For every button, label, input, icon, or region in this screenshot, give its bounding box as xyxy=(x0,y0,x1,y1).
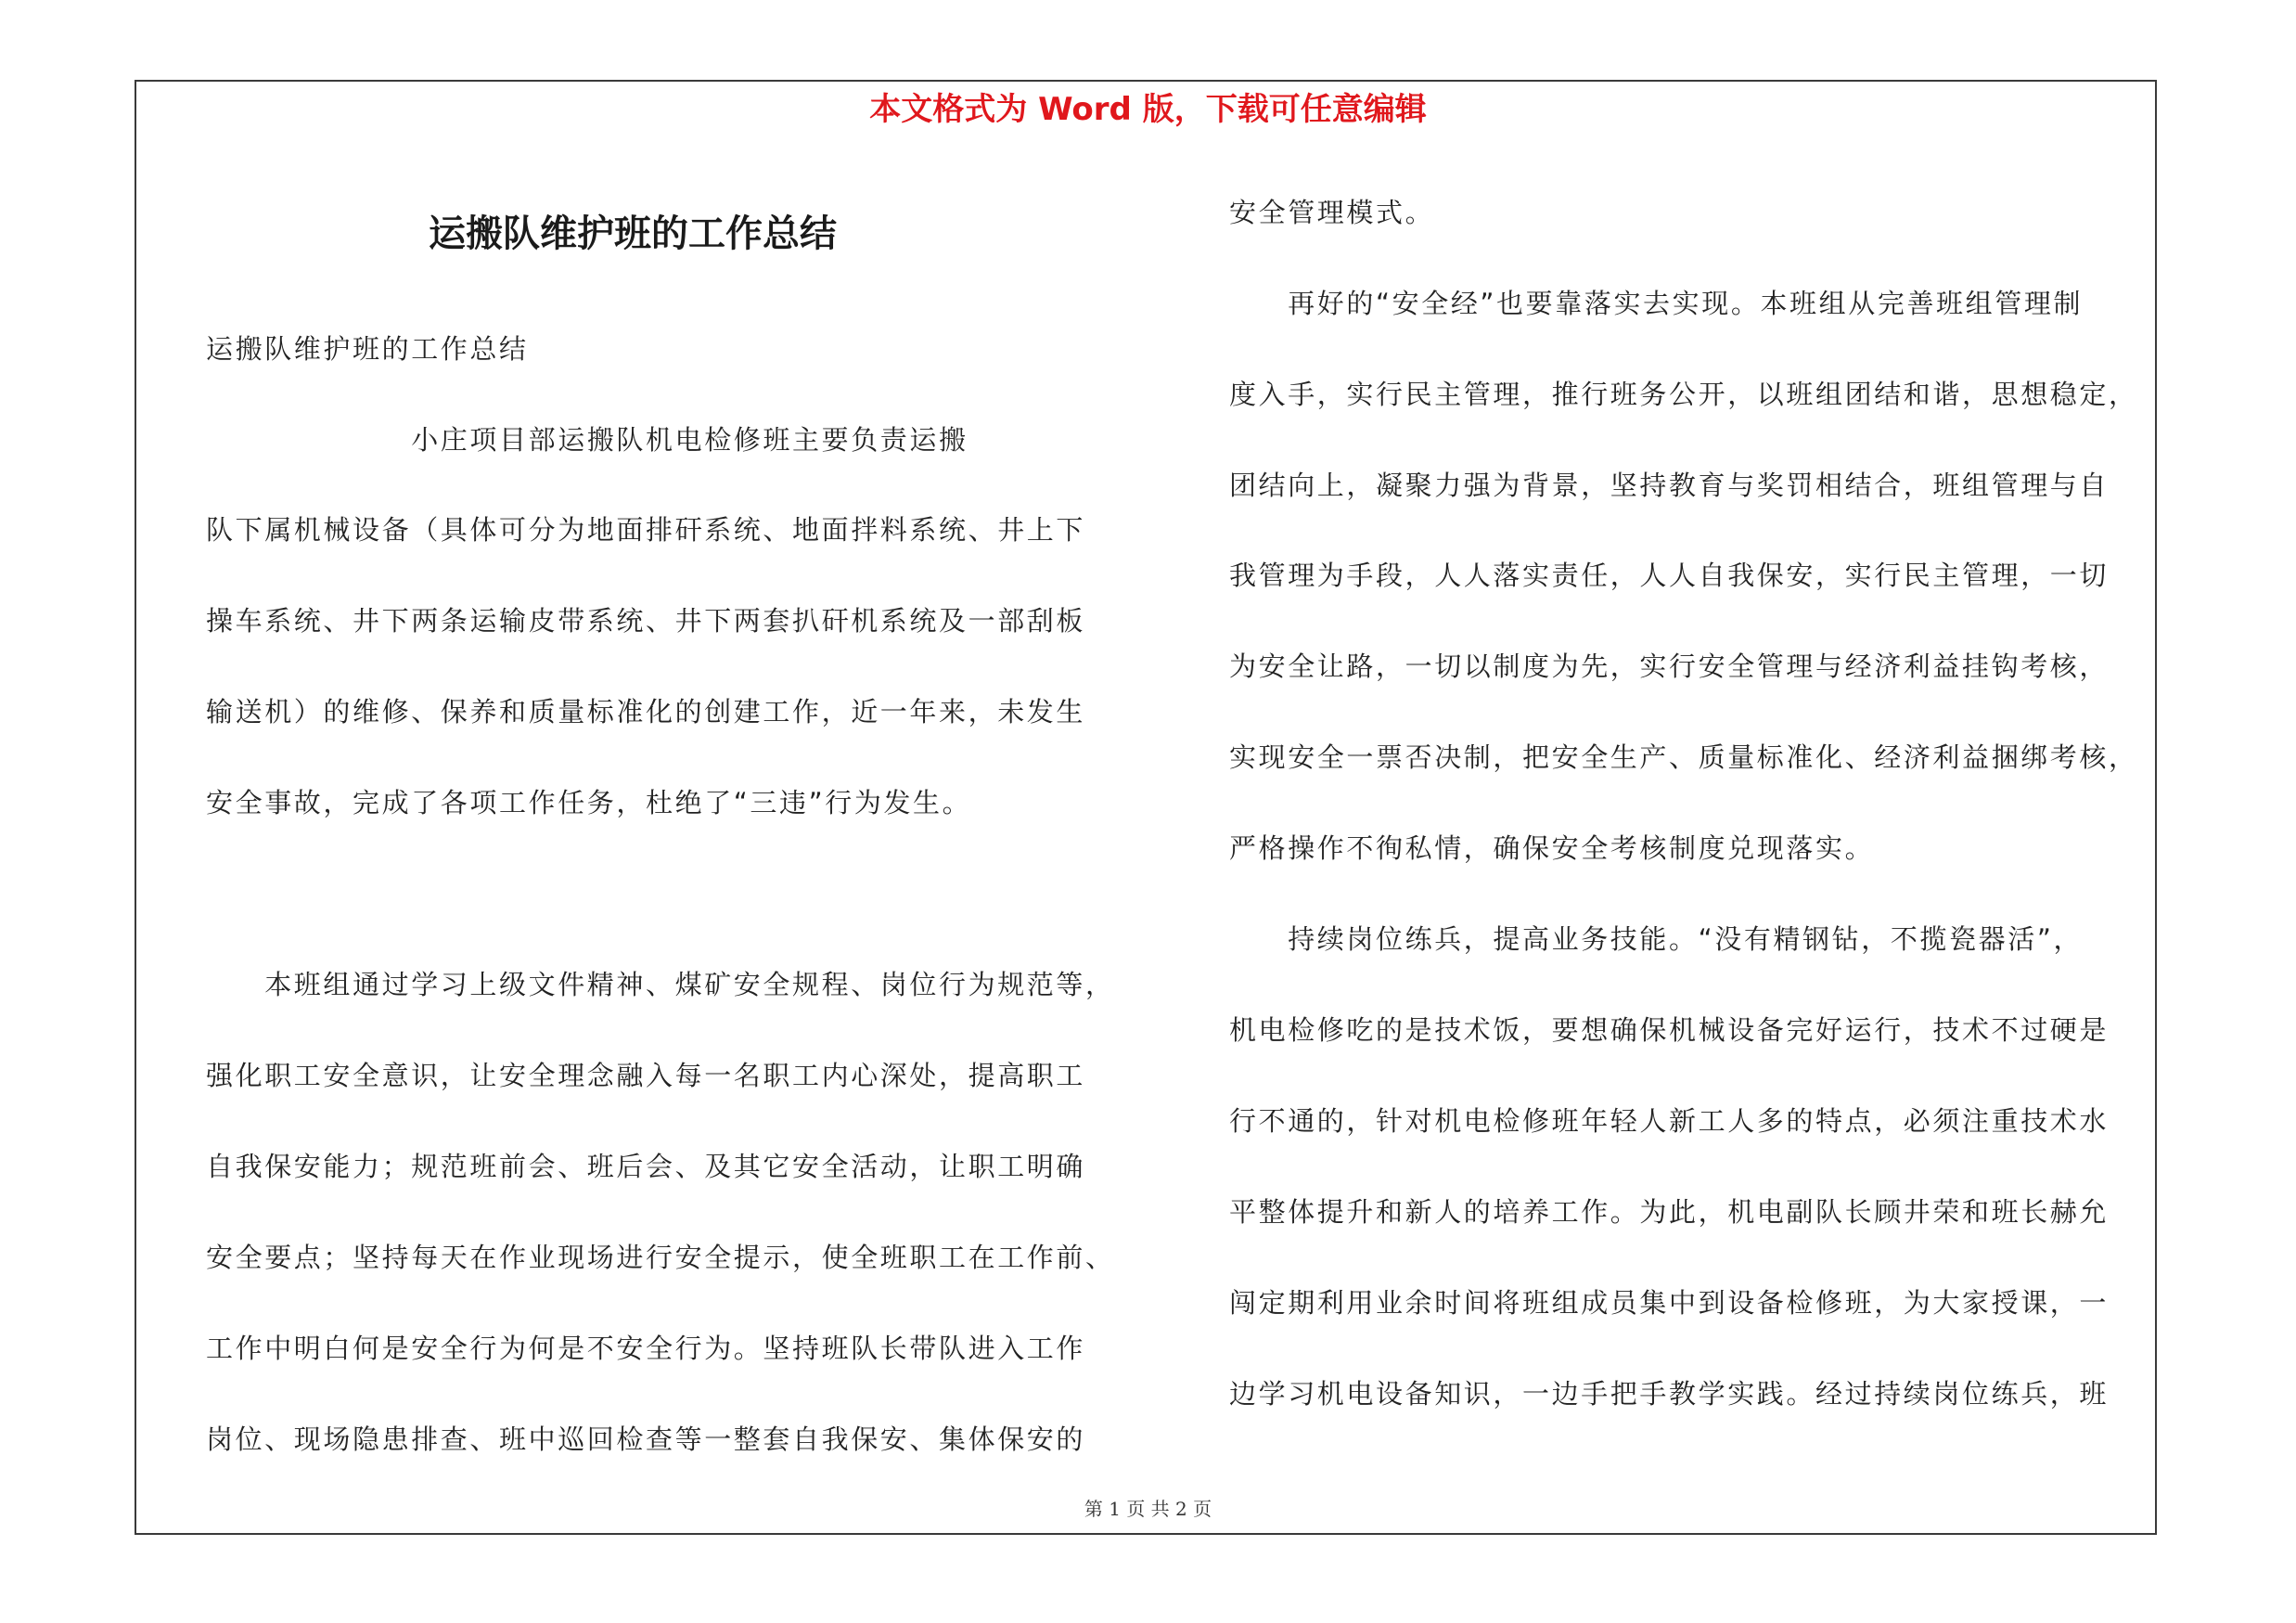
format-banner: 本文格式为 Word 版，下载可任意编辑 xyxy=(869,91,1427,128)
page-footer: 第 1 页 共 2 页 xyxy=(1084,1498,1212,1520)
left-line: 岗位、现场隐患排查、班中巡回检查等一整套自我保安、集体保安的 xyxy=(206,1423,1086,1455)
right-line: 度入手，实行民主管理，推行班务公开，以班组团结和谐，思想稳定， xyxy=(1229,379,2138,410)
right-line: 平整体提升和新人的培养工作。为此，机电副队长顾井荣和班长赫允 xyxy=(1229,1196,2110,1228)
left-line: 运搬队维护班的工作总结 xyxy=(206,333,529,365)
left-line: 自我保安能力；规范班前会、班后会、及其它安全活动，让职工明确 xyxy=(206,1151,1086,1182)
document-title: 运搬队维护班的工作总结 xyxy=(429,212,837,255)
right-line: 我管理为手段，人人落实责任，人人自我保安，实行民主管理，一切 xyxy=(1229,560,2110,591)
left-line: 本班组通过学习上级文件精神、煤矿安全规程、岗位行为规范等， xyxy=(206,969,1115,1000)
left-line: 安全事故，完成了各项工作任务，杜绝了“三违”行为发生。 xyxy=(206,787,972,818)
left-line: 强化职工安全意识，让安全理念融入每一名职工内心深处，提高职工 xyxy=(206,1060,1086,1091)
left-line: 队下属机械设备（具体可分为地面排矸系统、地面拌料系统、井上下 xyxy=(206,514,1086,546)
right-line: 边学习机电设备知识，一边手把手教学实践。经过持续岗位练兵，班 xyxy=(1229,1378,2110,1410)
right-line: 机电检修吃的是技术饭，要想确保机械设备完好运行，技术不过硬是 xyxy=(1229,1014,2110,1046)
right-line: 再好的“安全经”也要靠落实去实现。本班组从完善班组管理制 xyxy=(1229,288,2084,319)
right-line: 团结向上，凝聚力强为背景，坚持教育与奖罚相结合，班组管理与自 xyxy=(1229,470,2110,501)
left-line: 工作中明白何是安全行为何是不安全行为。坚持班队长带队进入工作 xyxy=(206,1333,1086,1364)
right-line: 实现安全一票否决制，把安全生产、质量标准化、经济利益捆绑考核， xyxy=(1229,741,2138,773)
left-line: 输送机）的维修、保养和质量标准化的创建工作，近一年来，未发生 xyxy=(206,696,1086,728)
right-line: 严格操作不徇私情，确保安全考核制度兑现落实。 xyxy=(1229,832,1875,864)
right-line: 持续岗位练兵，提高业务技能。“没有精钢钻，不揽瓷器活”， xyxy=(1229,923,2084,955)
right-line: 行不通的，针对机电检修班年轻人新工人多的特点，必须注重技术水 xyxy=(1229,1105,2110,1137)
right-line: 闯定期利用业余时间将班组成员集中到设备检修班，为大家授课，一 xyxy=(1229,1287,2110,1319)
left-line: 小庄项目部运搬队机电检修班主要负责运搬 xyxy=(206,424,968,456)
right-line: 安全管理模式。 xyxy=(1229,197,1435,228)
right-line: 为安全让路，一切以制度为先，实行安全管理与经济利益挂钩考核， xyxy=(1229,650,2110,682)
left-line: 操车系统、井下两条运输皮带系统、井下两套扒矸机系统及一部刮板 xyxy=(206,605,1086,637)
left-line: 安全要点；坚持每天在作业现场进行安全提示，使全班职工在工作前、 xyxy=(206,1242,1115,1273)
